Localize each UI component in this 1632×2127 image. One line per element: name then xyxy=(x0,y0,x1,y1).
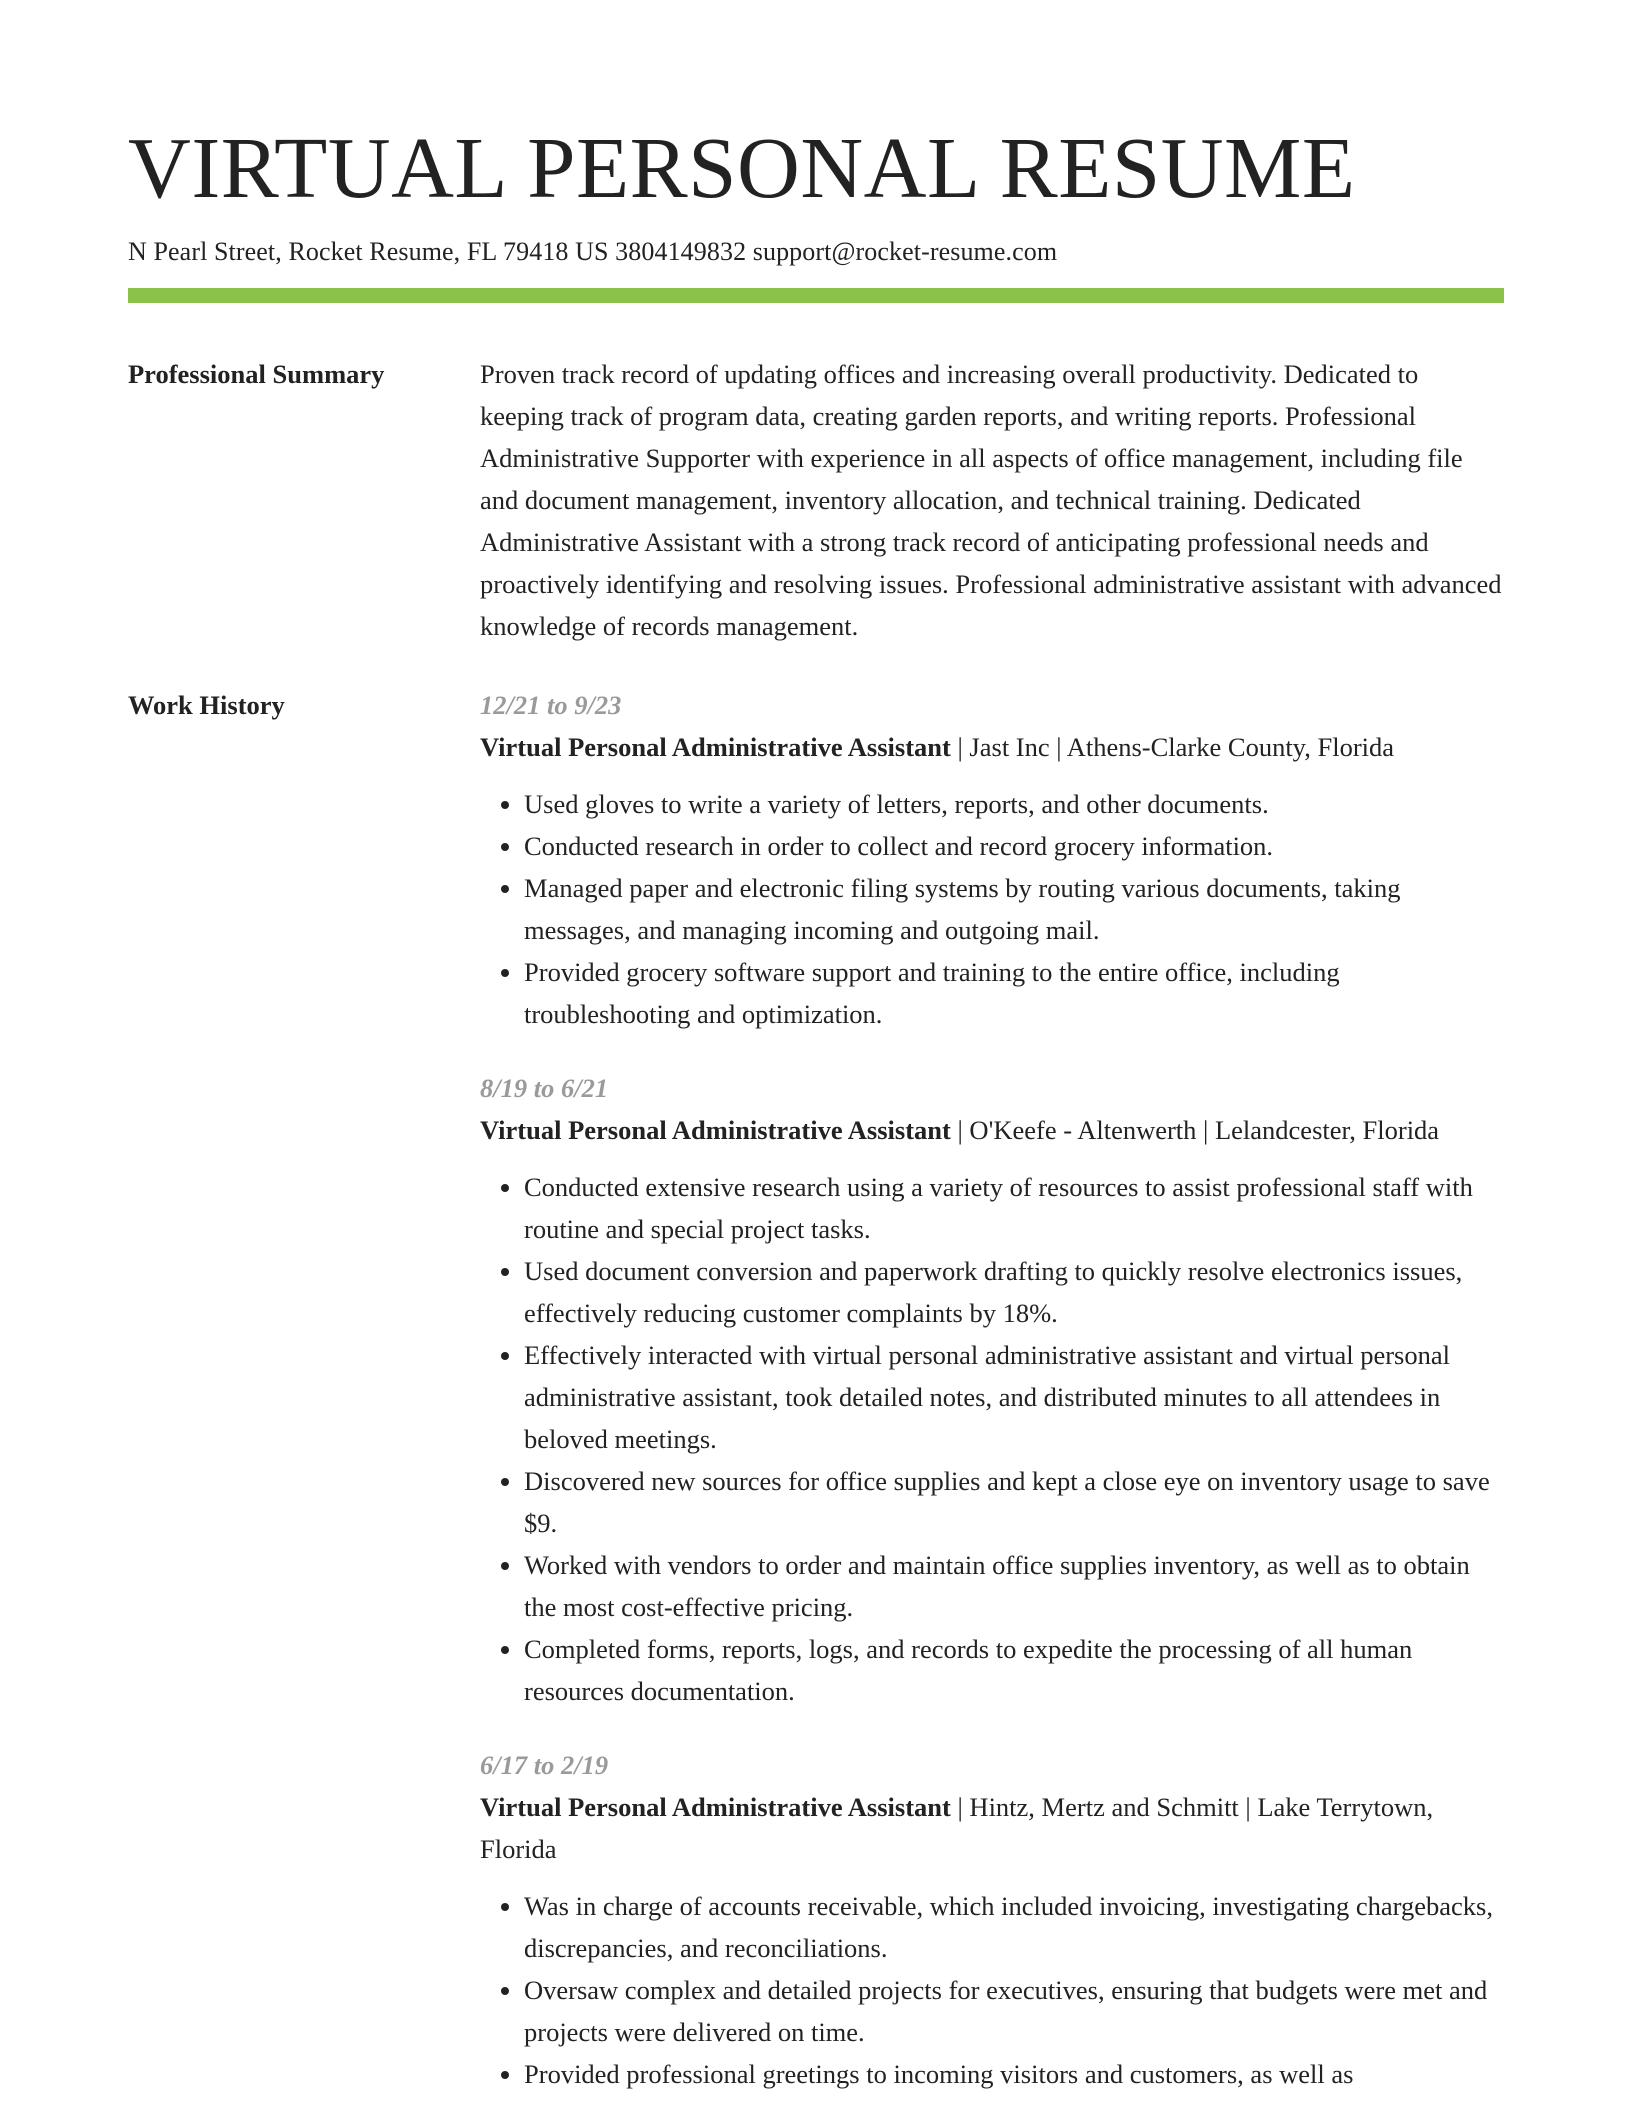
job-bullet: • Oversaw complex and detailed projects for executives, ensuring that budgets were met and projects were delivered on time. xyxy=(524,1969,1504,2053)
contact-line: N Pearl Street, Rocket Resume, FL 79418 US 3804149832 support@rocket-resume.com xyxy=(128,237,1058,266)
job-title: Virtual Personal Administrative Assistant xyxy=(480,1792,951,1822)
section-title-summary: Professional Summary xyxy=(128,359,385,389)
resume-page xyxy=(128,0,1504,2127)
section-title-work-history: Work History xyxy=(128,690,285,720)
job-bullet-list xyxy=(480,1885,1504,2095)
summary-body xyxy=(480,353,1504,647)
job-bullet: • Worked with vendors to order and maintain office supplies inventory, as well as to obtain the most cost-effective pricing. xyxy=(524,1544,1504,1628)
job-bullet: • Effectively interacted with virtual personal administrative assistant and virtual personal administrative assistant, took detailed notes, and distributed minutes to all attendees in beloved meetings. xyxy=(524,1334,1504,1460)
job-heading xyxy=(480,726,1504,768)
work-history-body xyxy=(480,684,1504,2127)
job-company-location: | O'Keefe - Altenwerth | Lelandcester, Florida xyxy=(950,1115,1440,1145)
job-entry xyxy=(480,1744,1504,2095)
job-title: Virtual Personal Administrative Assistant xyxy=(480,732,951,762)
resume-name: VIRTUAL PERSONAL RESUME xyxy=(128,119,1356,216)
job-entry xyxy=(480,1067,1504,1712)
job-bullet-list xyxy=(480,783,1504,1035)
job-company-location: | Jast Inc | Athens-Clarke County, Florida xyxy=(950,732,1395,762)
job-dates: 6/17 to 2/19 xyxy=(480,1750,609,1780)
job-bullet: • Discovered new sources for office supplies and kept a close eye on inventory usage to save $9. xyxy=(524,1460,1504,1544)
job-bullet: • Managed paper and electronic filing systems by routing various documents, taking messages, and managing incoming and outgoing mail. xyxy=(524,867,1504,951)
work-history-section xyxy=(128,684,1504,2127)
job-dates: 8/19 to 6/21 xyxy=(480,1073,609,1103)
job-bullet: • Was in charge of accounts receivable, which included invoicing, investigating chargebacks, discrepancies, and reconciliations. xyxy=(524,1885,1504,1969)
summary-text: Proven track record of updating offices and increasing overall productivity. Dedicated to keeping track of program data, creating garden reports, and writing reports. Professional Administrative Supporter with experience in all aspects of office management, including file and document management, inventory allocation, and technical training. Dedicated Administrative Assistant with a strong track record of anticipating professional needs and proactively identifying and resolving issues. Professional administrative assistant with advanced knowledge of records management. xyxy=(480,359,1502,641)
job-heading xyxy=(480,1786,1504,1870)
job-dates: 12/21 to 9/23 xyxy=(480,690,622,720)
job-bullet: • Provided grocery software support and training to the entire office, including troubleshooting and optimization. xyxy=(524,951,1504,1035)
job-bullet: • Completed forms, reports, logs, and records to expedite the processing of all human resources documentation. xyxy=(524,1628,1504,1712)
job-bullet-list xyxy=(480,1166,1504,1712)
job-bullet: • Used document conversion and paperwork drafting to quickly resolve electronics issues, effectively reducing customer complaints by 18%. xyxy=(524,1250,1504,1334)
job-bullet: • Conducted research in order to collect and record grocery information. xyxy=(524,825,1504,867)
job-title: Virtual Personal Administrative Assistant xyxy=(480,1115,951,1145)
job-company-location: | Hintz, Mertz and Schmitt | Lake Terrytown, Florida xyxy=(480,1792,1434,1864)
job-bullet: • Used gloves to write a variety of letters, reports, and other documents. xyxy=(524,783,1504,825)
job-entry xyxy=(480,684,1504,1035)
job-heading xyxy=(480,1109,1504,1151)
professional-summary-section xyxy=(128,353,1504,647)
accent-divider xyxy=(128,288,1504,303)
job-bullet: • Provided professional greetings to incoming visitors and customers, as well as xyxy=(524,2053,1504,2095)
job-bullet: • Conducted extensive research using a variety of resources to assist professional staff with routine and special project tasks. xyxy=(524,1166,1504,1250)
